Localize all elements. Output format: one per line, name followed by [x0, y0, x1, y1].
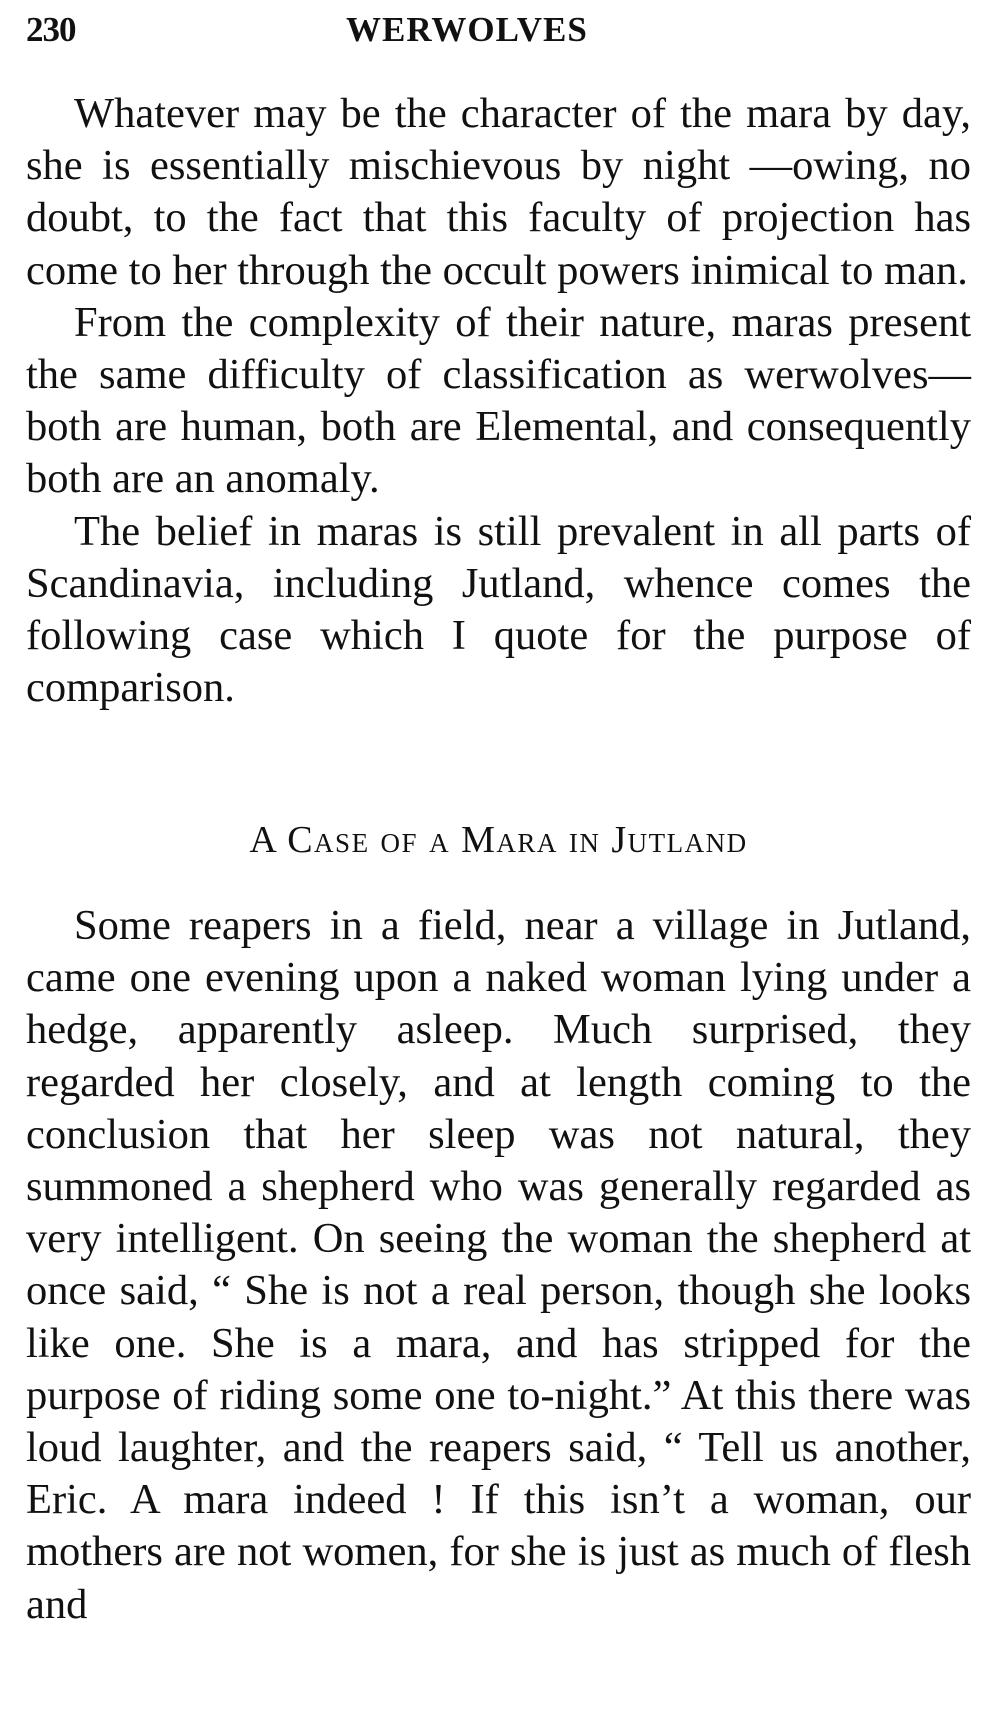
intro-text: [26, 88, 971, 714]
page-header: [26, 10, 971, 60]
section-title: A Case of a Mara in Jutland: [249, 819, 748, 861]
page-number: 230: [26, 10, 76, 49]
case-text: [26, 900, 971, 1631]
paragraph: Whatever may be the character of the mara by day, she is essentially mischievous by night —owing, no doubt, to the fact that this faculty of projection has come to her through the occult powers inimical to man.: [26, 90, 971, 294]
paragraph: The belief in maras is still prevalent in all parts of Scandinavia, including Jutland, whence comes the following case which I quote for the purpose of comparison.: [26, 507, 971, 712]
paragraph: From the complexity of their nature, maras present the same difficulty of classification as werwolves—both are human, both are Elemental, and consequently both are an anomaly.: [26, 298, 971, 503]
running-head: WERWOLVES: [346, 10, 588, 49]
paragraph: Some reapers in a field, near a village in Jutland, came one evening upon a naked woman lying under a hedge, apparently asleep. Much surprised, they regarded her closely, and at length coming to the conclusion that her sleep was not natural, they summoned a shepherd who was generally regarded as very intelligent. On seeing the woman the shepherd at once said, “ She is not a real person, though she looks like one. She is a mara, and has stripped for the purpose of riding some one to-night.” At this there was loud laughter, and the reapers said, “ Tell us another, Eric. A mara indeed ! If this isn’t a woman, our mothers are not women, for she is just as much of flesh and: [26, 902, 971, 1628]
